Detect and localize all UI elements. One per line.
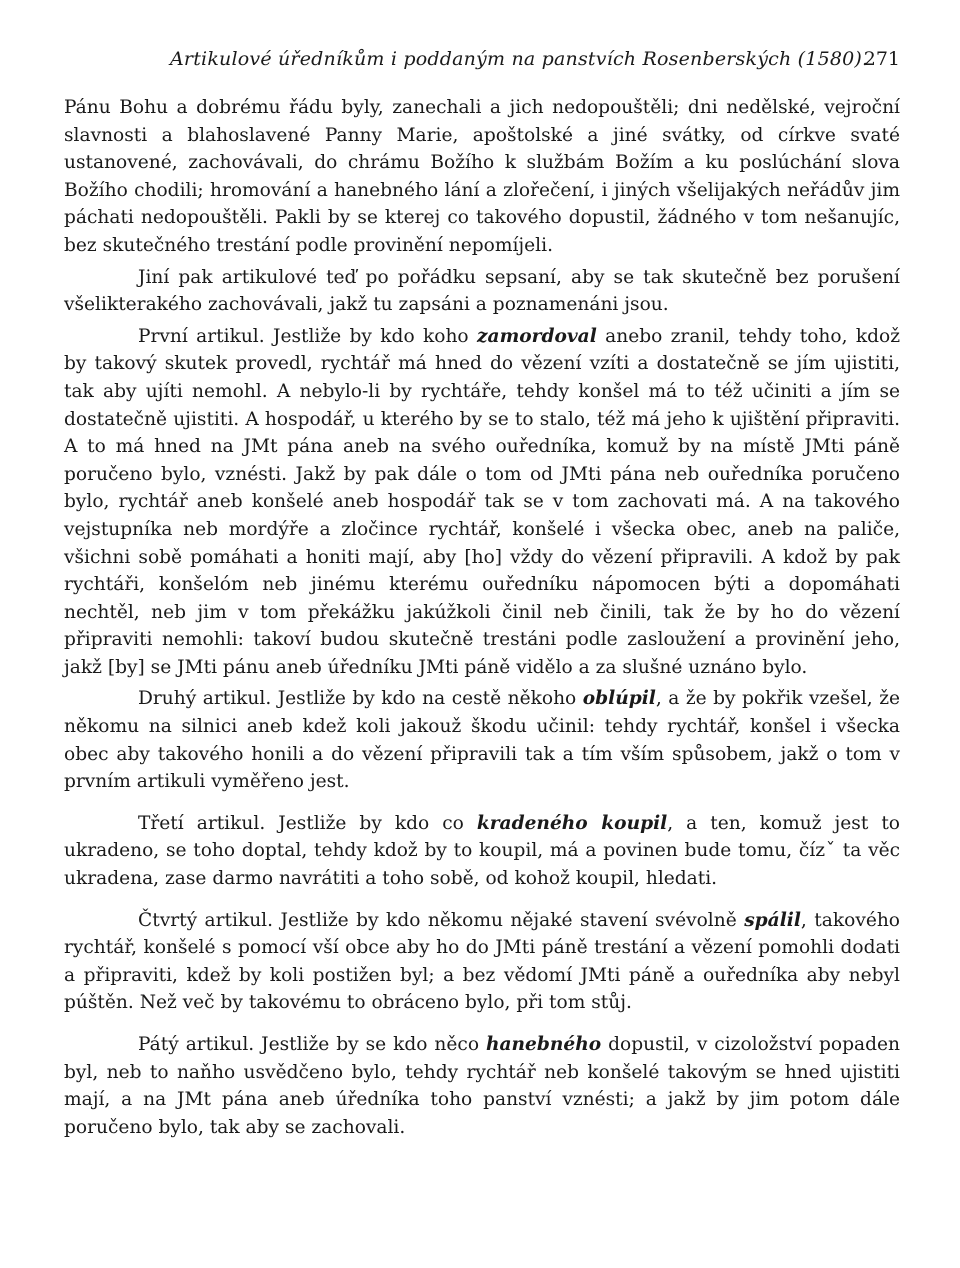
text-run: Čtvrtý artikul. Jestliže by kdo někomu nějaké stavení svévolně [138, 909, 745, 931]
text-run: anebo zranil, tehdy toho, kdož by takový skutek provedl, rychtář má hned do vězení vzíti a dostatečně se jím ujistiti, tak aby ujíti nemohl. A nebylo-li by rychtáře, tehdy konšel má to též učiniti a jím se dostatečně ujistiti. A hospodář, u kterého by se to stalo, též má jeho k ujištění připraviti. A to má hned na JMt pána aneb na svého ouředníka, komuž by na místě JMti páně poručeno bylo, vznésti. Jakž by pak dále o tom od JMti pána neb ouředníka poručeno bylo, rychtář aneb konšelé aneb hospodář tak se v tom zachovati má. A na takového vejstupníka neb mordýře a zločince rychtář, konšelé i všecka obec, aneb na paliče, všichni sobě pomáhati a honiti mají, aby [ho] vždy do vězení připravili. A kdož by pak rychtáři, konšelóm neb jinému kterému ouředníku nápomocen býti a dopomáhati nechtěl, neb jim v tom překážku jakúžkoli činil neb činili, tak že by ho do vězení připraviti nemohli: takoví budou skutečně trestáni podle zasloužení a provinění jeho, jakž [by] se JMti pánu aneb úředníku JMti páně vidělo a za slušné uznáno bylo. [64, 325, 900, 678]
paragraph-article-3 [64, 810, 900, 893]
body-text [64, 94, 900, 1149]
emphasized-term: hanebného [485, 1034, 602, 1055]
emphasized-term: zamordoval [476, 325, 597, 347]
emphasized-term: oblúpil [582, 688, 656, 710]
running-header [170, 48, 900, 78]
paragraph-preamble [64, 264, 900, 319]
running-title: Artikulové úředníkům i poddaným na panstvích Rosenberských (1580). [170, 48, 869, 70]
paragraph-article-1 [64, 323, 900, 682]
text-run: dopustil, v cizoložství popaden byl, neb to naňho usvědčeno bylo, tehdy rychtář neb konšelé takovým se hned ujistiti mají, a na JMt pána aneb úředníka toho panství vznésti; a jakž by jim potom dále poručeno bylo, tak aby se zachovali. [64, 1034, 900, 1138]
text-run: Pánu Bohu a dobrému řádu byly, zanechali a jich nedopouštěli; dni nedělské, vejroční slavnosti a blahoslavené Panny Marie, apoštolské a jiné svátky, od církve svaté ustanovené, zachovávali, do chrámu Božího k službám Božím a ku poslúchání slova Božího chodili; hromování a hanebného lání a zlořečení, i jiných všelijakých neřádův jim páchati nedopouštěli. Pakli by se kterej co takového dopustil, žádného v tom nešanujíc, bez skutečného trestání podle provinění nepomíjeli. [64, 97, 900, 256]
paragraph-article-5 [64, 1031, 900, 1141]
text-run: , takového rychtář, konšelé s pomocí vší obce aby ho do JMti páně trestání a vězení pomohli dodati a připraviti, kdež by koli postižen byl; a bez vědomí JMti páně a ouředníka aby nebyl púštěn. Než več by takovému to obráceno bylo, při tom stůj. [64, 909, 900, 1014]
emphasized-term: kradeného koupil [476, 812, 668, 834]
text-run: Druhý artikul. Jestliže by kdo na cestě někoho [138, 688, 583, 710]
paragraph-article-4 [64, 907, 900, 1017]
emphasized-term: spálil [744, 909, 801, 931]
paragraph-intro [64, 94, 900, 260]
text-run: Třetí artikul. Jestliže by kdo co [138, 812, 477, 834]
paragraph-article-2 [64, 685, 900, 795]
text-run: Jiní pak artikulové teď po pořádku sepsaní, aby se tak skutečně bez porušení všelikterakého zachovávali, jakž tu zapsáni a poznamenáni jsou. [64, 266, 900, 316]
text-run: , a ten, komuž jest to ukradeno, se toho doptal, tehdy kdož by to koupil, má a povinen bude tomu, čízˇ ta věc ukradena, zase darmo navrátiti a toho sobě, od kohož koupil, hledati. [64, 812, 900, 890]
text-run: První artikul. Jestliže by kdo koho [138, 325, 477, 347]
page-number: 271 [863, 48, 900, 70]
text-run: Pátý artikul. Jestliže by se kdo něco [138, 1034, 486, 1055]
text-run: , a že by pokřik vzešel, že někomu na silnici aneb kdež koli jakouž škodu učinil: tehdy rychtář, konšel i všecka obec aby takového honili a do vězení připravili tak a tím vším spůsobem, jakž o tom v prvním artikuli vyměřeno jest. [64, 688, 900, 793]
